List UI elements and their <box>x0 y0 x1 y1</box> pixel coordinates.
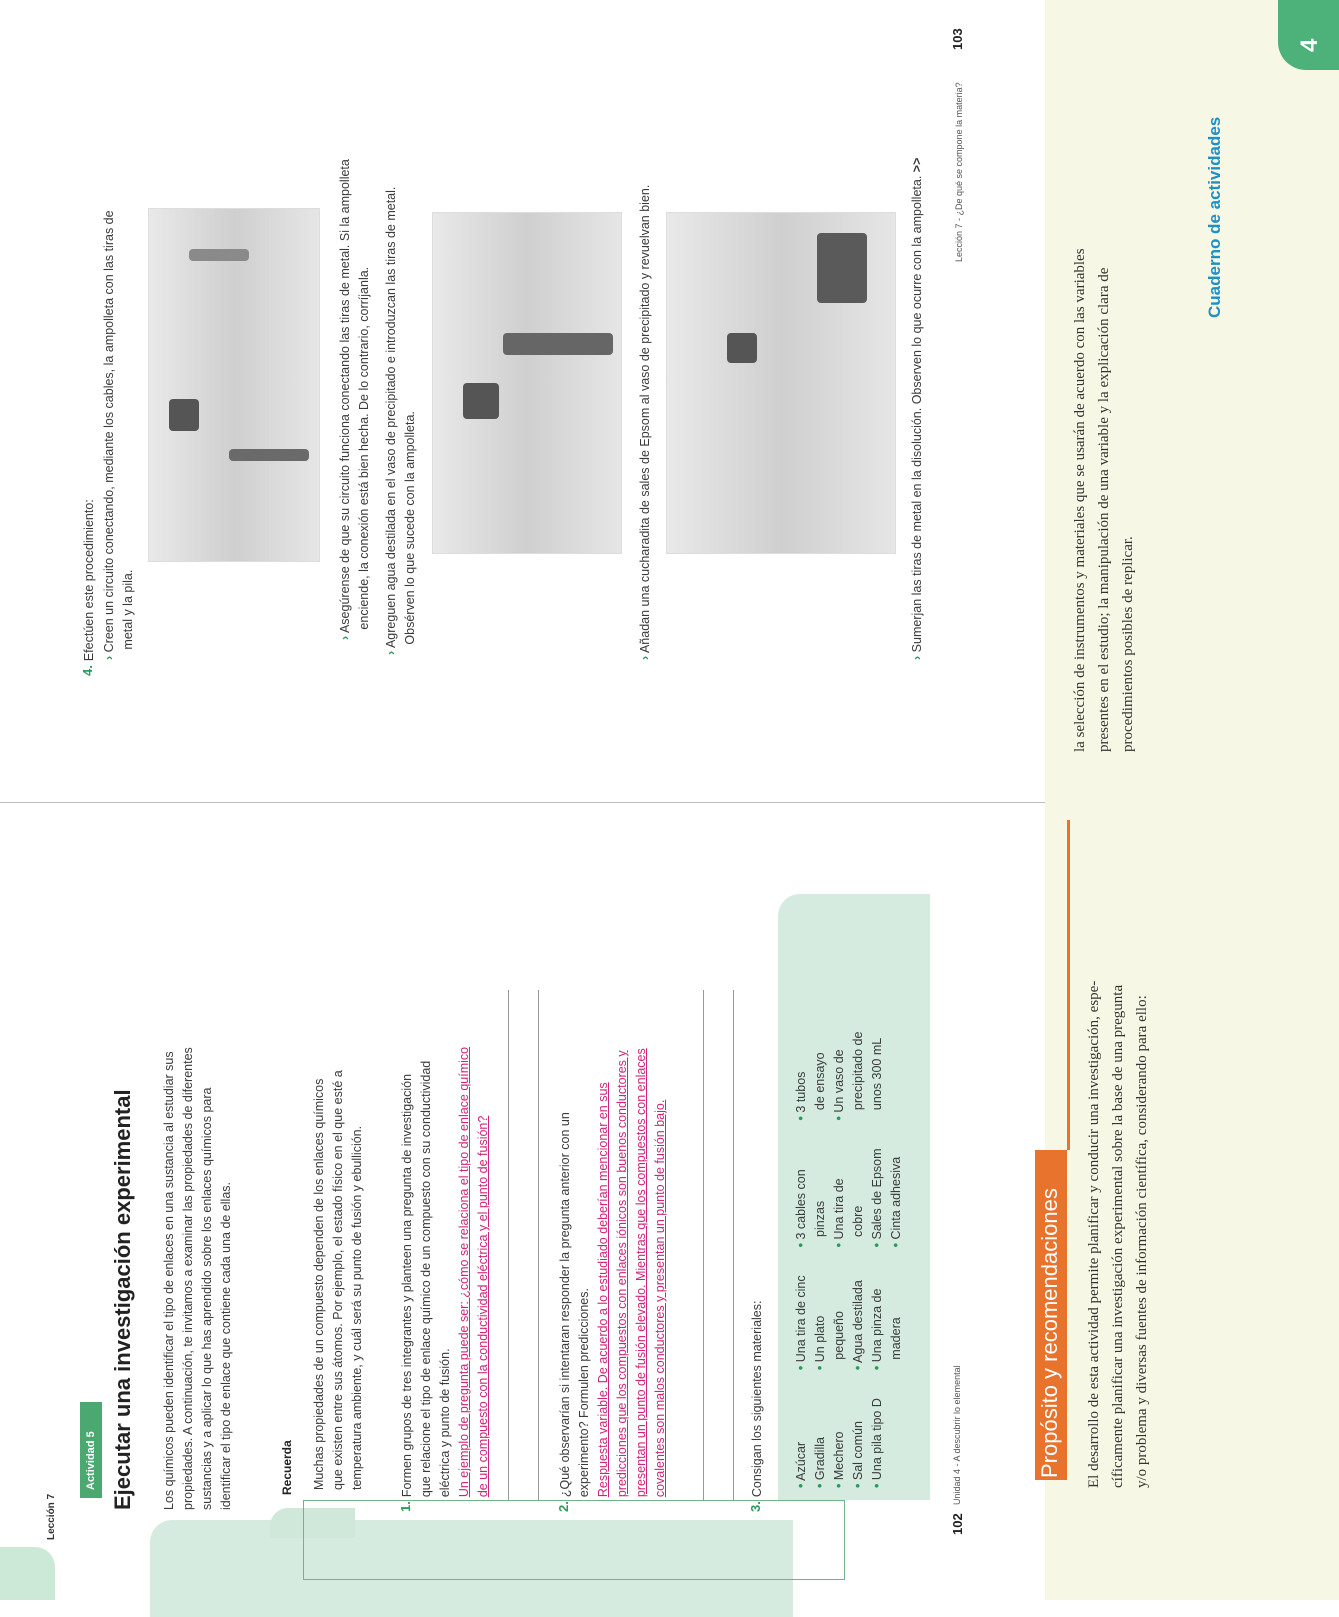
step-line: › Asegúrense de que su circuito funciona conectando las tiras de metal. Si la ampolleta <box>338 159 352 640</box>
lesson-label: Lección 7 <box>46 1493 57 1540</box>
question-line: Formen grupos de tres integrantes y planteen una pregunta de investigación <box>400 1073 414 1498</box>
question-2 <box>556 1048 670 1512</box>
material-item: unos 300 mL <box>870 1037 884 1111</box>
notes-line: presentes en el estudio; la manipulación de una variable y la explicación clara de <box>1096 267 1112 752</box>
notes-heading-rule <box>1067 820 1070 1150</box>
answer-rule <box>538 990 539 1500</box>
step-2 <box>336 159 374 640</box>
question-line: que relacione el tipo de enlace químico de un compuesto con su conductividad <box>419 1060 433 1498</box>
material-item: • 3 cables con <box>794 1169 808 1248</box>
step-3 <box>382 187 420 655</box>
material-item: madera <box>889 1317 903 1360</box>
material-item: de ensayo <box>813 1052 827 1111</box>
question-line: Consigan los siguientes materiales: <box>750 1300 764 1498</box>
material-item: • Un vaso de <box>832 1049 846 1121</box>
materials-column <box>792 1275 906 1370</box>
question-number: 4. <box>80 665 95 676</box>
page-footer-right: Lección 7 - ¿De qué se compone la materia? <box>954 82 964 262</box>
material-item: • Una tira de cinc <box>794 1275 808 1371</box>
question-3 <box>748 1301 767 1512</box>
material-item: • Agua destilada <box>851 1280 865 1371</box>
intro-line: identificar el tipo de enlace que contiene cada una de ellas. <box>219 1181 233 1510</box>
answer-line: de un compuesto con la conductividad eléctrica y el punto de fusión? <box>476 1115 490 1498</box>
recuerda-text <box>310 1070 367 1490</box>
unit-number: 4 <box>1296 38 1323 52</box>
step-4 <box>636 185 655 660</box>
photo-epsom-salts <box>666 212 896 554</box>
recuerda-line: Muchas propiedades de un compuesto dependen de los enlaces químicos <box>312 1078 326 1490</box>
question-line: Efectúen este procedimiento: <box>82 499 96 662</box>
intro-line: Los químicos pueden identificar el tipo de enlaces en una sustancia al estudiar sus <box>162 1051 176 1510</box>
material-item: • Una tira de <box>832 1178 846 1248</box>
materials-column <box>792 1398 906 1488</box>
recuerda-label: Recuerda <box>280 1440 294 1495</box>
step-line: › Agreguen agua destilada en el vaso de precipitado e introduzcan las tiras de metal. <box>384 186 398 655</box>
intro-line: propiedades. A continuación, te invitamos a examinar las propiedades de diferentes <box>181 1047 195 1510</box>
material-item: • Mechero <box>832 1431 846 1488</box>
material-item: pinzas <box>813 1200 827 1237</box>
question-number: 3. <box>748 1501 763 1512</box>
recuerda-box <box>303 1500 845 1580</box>
question-number: 2. <box>556 1501 571 1512</box>
notes-line: cíficamente planificar una investigación experimental sobre la base de una pregunta <box>1110 984 1126 1488</box>
metal-strip-icon <box>503 333 613 355</box>
material-item: • Azúcar <box>794 1441 808 1488</box>
unit-corner-tab <box>1278 0 1339 70</box>
materials-column <box>792 1148 906 1247</box>
step-line: › Añadan una cucharadita de sales de Epsom al vaso de precipitado y revuelvan bien. <box>638 184 652 660</box>
material-item: • Sales de Epsom <box>870 1148 884 1248</box>
metal-strip-icon <box>229 449 309 461</box>
activity-badge: Actividad 5 <box>80 1402 102 1498</box>
step-line: › Creen un circuito conectando, mediante los cables, la ampolleta con las tiras de <box>102 210 116 660</box>
material-item: • 3 tubos <box>794 1071 808 1121</box>
step-1 <box>100 210 138 660</box>
answer-line: presentan un punto de fusión elevado. Mientras que los compuestos con enlaces <box>634 1048 648 1498</box>
battery-icon <box>169 399 199 431</box>
question-number: 1. <box>398 1501 413 1512</box>
photo-beaker-strips <box>432 212 622 554</box>
step-line: Obsérven lo que sucede con la ampolleta. <box>403 411 417 645</box>
notes-heading: Propósito y recomendaciones <box>1037 1188 1062 1478</box>
workbook-link[interactable]: Cuaderno de actividades <box>1205 116 1224 318</box>
answer-line: Un ejemplo de pregunta puede ser: ¿cómo se relaciona el tipo de enlace químico <box>457 1046 471 1498</box>
page-footer-left: Unidad 4 - A descubrir lo elemental <box>952 1365 962 1505</box>
materials-list <box>792 1032 906 1488</box>
intro-line: sustancias y a aplicar lo que has aprendido sobre los enlaces químicos para <box>200 1087 214 1510</box>
material-item: • Cinta adhesiva <box>889 1156 903 1248</box>
material-item: pequeño <box>832 1311 846 1360</box>
materials-column <box>792 1032 906 1121</box>
lesson-tab <box>0 1547 55 1600</box>
page-gutter <box>0 802 1045 803</box>
material-item: • Una pinza de <box>870 1288 884 1371</box>
notes-line: procedimientos posibles de replicar. <box>1120 536 1136 752</box>
recuerda-line: temperatura ambiente, y cuál será su punto de fusión y ebullición. <box>350 1125 364 1490</box>
activity-title: Ejecutar una investigación experimental <box>110 1089 135 1510</box>
page-number-right: 103 <box>950 28 965 50</box>
page-number-left: 102 <box>950 1513 965 1535</box>
notes-paragraph-right <box>1068 248 1140 752</box>
photo-circuit <box>148 208 320 562</box>
answer-rule <box>703 990 704 1500</box>
notes-line: y/o problema y diversas fuentes de información científica, considerando para ello: <box>1134 995 1150 1488</box>
step-line: › Sumerjan las tiras de metal en la disolución. Observen lo que ocurre con la ampolleta. >> <box>910 157 924 660</box>
material-item: cobre <box>851 1205 865 1237</box>
continue-mark: >> <box>910 157 924 173</box>
question-1 <box>398 1047 493 1512</box>
step-line: metal y la pila. <box>121 569 135 650</box>
answer-line: predicciones que los compuestos con enlaces iónicos son buenos conductores y <box>615 1050 629 1498</box>
step-line: enciende, la conexión está bien hecha. De lo contrario, corríjanla. <box>357 266 371 630</box>
question-4 <box>80 499 99 676</box>
question-line: ¿Qué observarían si intentaran responder la pregunta anterior con un <box>558 1112 572 1498</box>
intro-paragraph <box>160 1047 236 1510</box>
answer-rule <box>508 990 509 1500</box>
material-item: • Una pila tipo D <box>870 1398 884 1488</box>
battery-icon <box>463 383 499 419</box>
notes-paragraph-left <box>1082 981 1154 1488</box>
answer-rule <box>733 990 734 1500</box>
material-item: • Un plato <box>813 1315 827 1371</box>
step-5 <box>908 158 927 660</box>
notes-line: la selección de instrumentos y materiales que se usarán de acuerdo con las variables <box>1072 248 1088 752</box>
question-line: eléctrica y punto de fusión. <box>438 1348 452 1498</box>
material-item: precipitado de <box>851 1031 865 1111</box>
question-line: experimento? Formulen predicciones. <box>577 1288 591 1498</box>
metal-strip-icon <box>189 249 249 261</box>
metal-strip-icon <box>817 233 867 303</box>
recuerda-line: que existen entre sus átomos. Por ejemplo, el estado físico en el que esté a <box>331 1070 345 1490</box>
notes-line: El desarrollo de esta actividad permite planificar y conducir una investigación, espe- <box>1086 980 1102 1488</box>
material-item: • Sal común <box>851 1421 865 1488</box>
answer-line: Respuesta variable. De acuerdo a lo estudiado deberían mencionar en sus <box>596 1082 610 1498</box>
answer-line: covalentes son malos conductores y presentan un punto de fusión bajo. <box>653 1099 667 1498</box>
material-item: • Gradilla <box>813 1437 827 1488</box>
battery-icon <box>727 333 757 363</box>
